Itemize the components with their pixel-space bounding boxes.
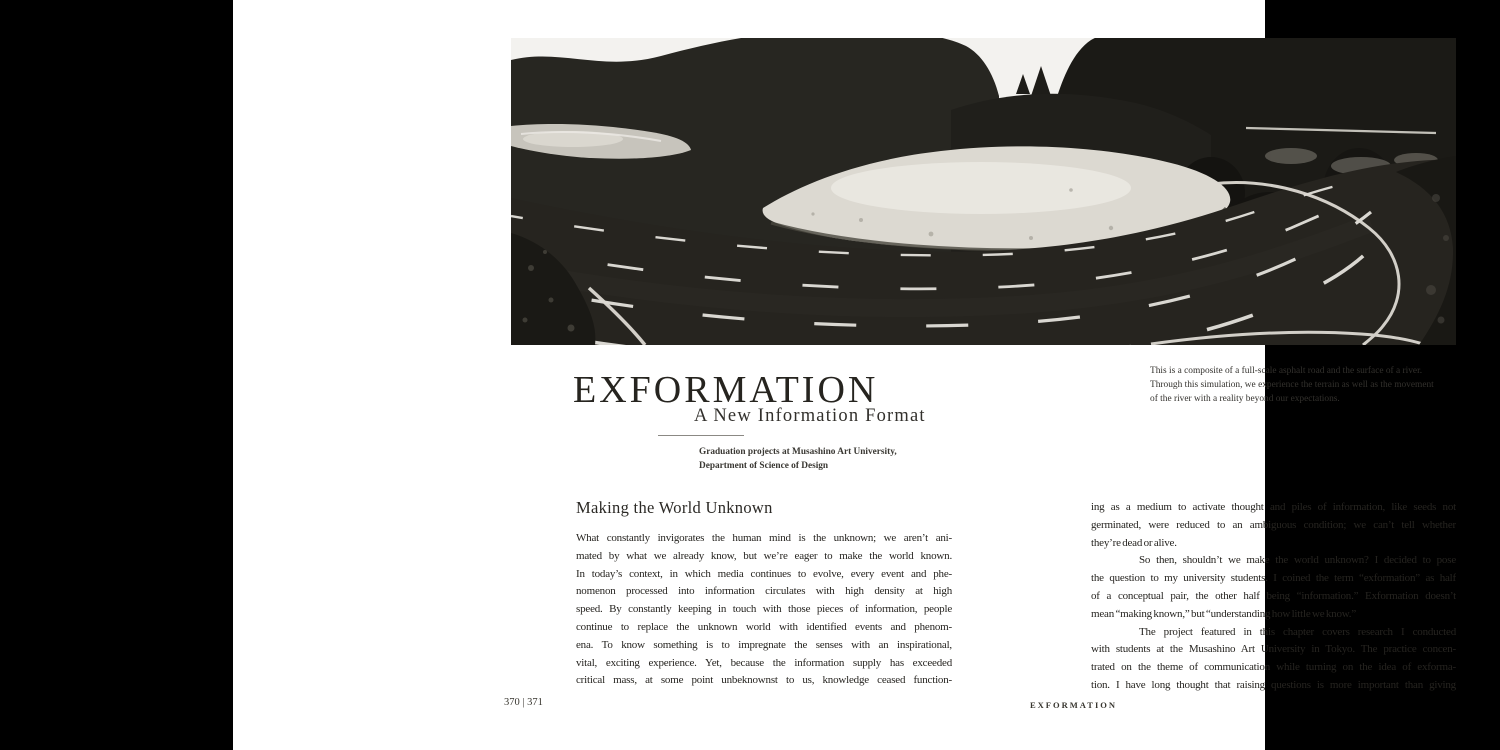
text-line: they’re dead or alive. [1091, 536, 1177, 549]
text-line: So then, shouldn’t we make the world unknown? I decided to pose [1139, 554, 1456, 567]
book-spread-page [233, 0, 1456, 750]
text-line: critical mass, at some point unbeknownst to us, knowledge ceased function- [576, 674, 952, 687]
text-line: The project featured in this chapter covers research I conducted [1139, 625, 1456, 638]
hero-photo [511, 38, 1456, 345]
running-title: EXFORMATION [1030, 700, 1118, 710]
credit-block [699, 446, 897, 473]
photo-gravel-highlight [831, 162, 1131, 214]
text-line: mean “making known,” but “understanding how little we know.” [1091, 607, 1357, 620]
text-line: continue to replace the unknown world with identified events and phenom- [576, 620, 952, 633]
page-numbers: 370 | 371 [504, 697, 543, 708]
text-line: ena. To know something is to impregnate the senses with an inspirational, [576, 638, 952, 651]
chapter-subtitle: A New Information Format [694, 406, 926, 426]
text-line: nomenon processed into information circulates with high density at high [576, 585, 952, 598]
text-line: In today’s context, in which media continues to evolve, every event and phe- [576, 567, 952, 580]
credit-line: Graduation projects at Musashino Art University, [699, 447, 897, 457]
chapter-title: EXFORMATION [573, 369, 879, 411]
body-column-left [576, 530, 952, 690]
caption-line: This is a composite of a full-scale asphalt road and the surface of a river. [1150, 366, 1423, 376]
text-line: with students at the Musashino Art University in Tokyo. The practice concen- [1091, 643, 1456, 656]
text-line: What constantly invigorates the human mind is the unknown; we aren’t ani- [576, 532, 952, 544]
text-line: trated on the theme of communication while turning on the idea of exforma- [1091, 661, 1456, 674]
photo-caption [1150, 364, 1434, 407]
title-rule [658, 435, 744, 436]
credit-line: Department of Science of Design [699, 460, 829, 471]
section-heading: Making the World Unknown [576, 498, 773, 517]
text-line: ing as a medium to activate thought and piles of information, like seeds not [1091, 501, 1456, 513]
body-column-right [1091, 499, 1456, 695]
caption-line: Through this simulation, we experience the terrain as well as the movement [1150, 380, 1434, 391]
road-panorama-illustration [511, 38, 1456, 345]
text-line: germinated, were reduced to an ambiguous condition; we can’t tell whether [1091, 518, 1456, 531]
text-line: of a conceptual pair, the other half being “information.” Exformation doesn’t [1091, 589, 1456, 602]
text-line: the question to my university students. I coined the term “exformation” as half [1091, 572, 1456, 585]
text-line: tion. I have long thought that raising questions is more important than giving [1091, 678, 1456, 691]
text-line: vital, exciting experience. Yet, because the information supply has exceeded [576, 656, 952, 669]
caption-line: of the river with a reality beyond our expectations. [1150, 394, 1340, 405]
text-line: mated by what we already know, but we’re eager to make the world known. [576, 549, 952, 562]
text-line: speed. By constantly keeping in touch with those pieces of information, people [576, 603, 952, 616]
